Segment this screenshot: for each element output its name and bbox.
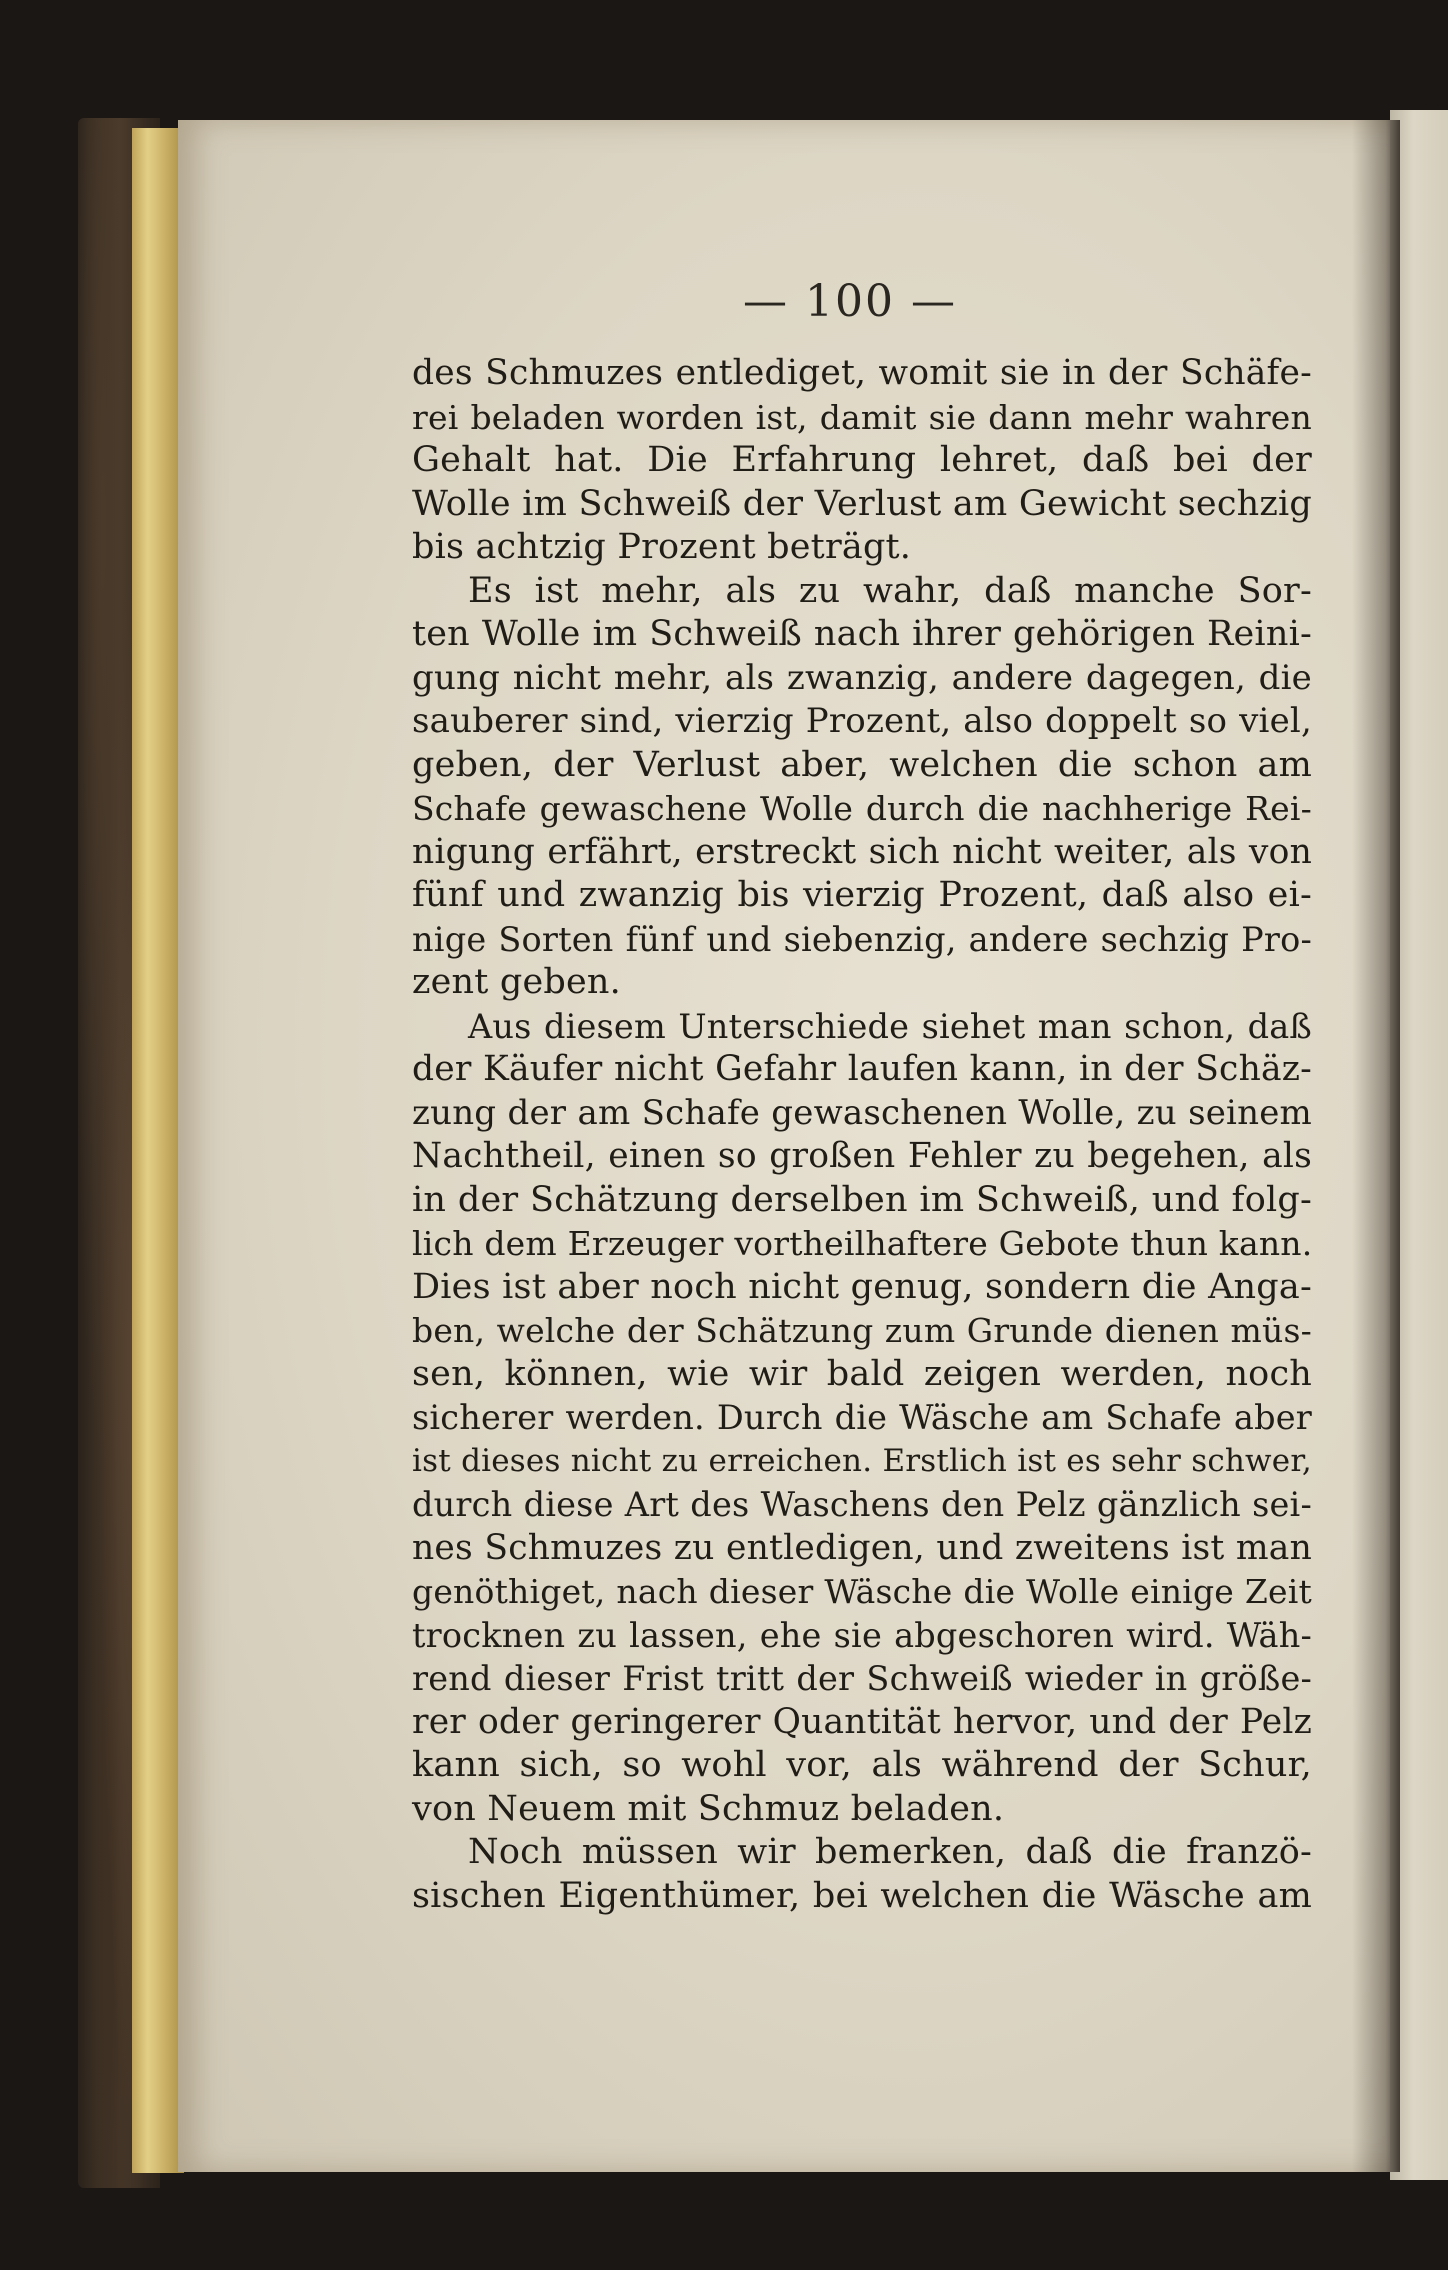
text-line: Schafe gewaschene Wolle durch die nachherige Rei- (412, 789, 1312, 828)
text-line: kann sich, so wohl vor, als während der Schur, (412, 1745, 1312, 1785)
text-line: nes Schmuzes zu entledigen, und zweitens ist man (412, 1527, 1312, 1568)
text-line: ten Wolle im Schweiß nach ihrer gehörigen Reini- (412, 614, 1312, 654)
text-line: geben, der Verlust aber, welchen die schon am (412, 744, 1312, 785)
text-line: in der Schätzung derselben im Schweiß, und folg- (412, 1179, 1312, 1220)
text-line: sischen Eigenthümer, bei welchen die Wäsche am (412, 1875, 1312, 1916)
text-line: ben, welche der Schätzung zum Grunde dienen müs- (412, 1311, 1312, 1350)
text-line: des Schmuzes entlediget, womit sie in der Schäfe- (412, 353, 1312, 393)
text-line: genöthiget, nach dieser Wäsche die Wolle einige Zeit (412, 1572, 1312, 1611)
text-line: durch diese Art des Waschens den Pelz gänzlich sei- (412, 1485, 1312, 1524)
text-line: bis achtzig Prozent beträgt. (412, 527, 912, 567)
gilded-page-edge (132, 128, 184, 2173)
text-line: lich dem Erzeuger vortheilhaftere Gebote thun kann. (412, 1224, 1313, 1263)
page-number: — 100 — (743, 276, 957, 327)
text-line: zent geben. (412, 962, 621, 1002)
text-line: Noch müssen wir bemerken, daß die franzö- (468, 1832, 1312, 1872)
text-line: trocknen zu lassen, ehe sie abgeschoren wird. Wäh- (412, 1615, 1312, 1655)
text-line: rend dieser Frist tritt der Schweiß wieder in größe- (412, 1659, 1312, 1698)
text-line: rei beladen worden ist, damit sie dann mehr wahren (412, 397, 1312, 437)
text-line: sen, können, wie wir bald zeigen werden, noch (412, 1353, 1312, 1394)
text-line: nigung erfährt, erstreckt sich nicht weiter, als von (412, 831, 1312, 872)
text-line: von Neuem mit Schmuz beladen. (412, 1788, 1005, 1829)
text-line: zung der am Schafe gewaschenen Wolle, zu seinem (412, 1092, 1312, 1133)
text-line: sauberer sind, vierzig Prozent, also doppelt so viel, (412, 701, 1312, 741)
text-line: ist dieses nicht zu erreichen. Erstlich ist es sehr schwer, (412, 1442, 1312, 1479)
text-line: der Käufer nicht Gefahr laufen kann, in der Schäz- (412, 1049, 1312, 1089)
text-line: Wolle im Schweiß der Verlust am Gewicht sechzig (412, 483, 1312, 524)
text-line: Aus diesem Unterschiede siehet man schon, daß (468, 1006, 1312, 1046)
text-line: Dies ist aber noch nicht genug, sondern die Anga- (412, 1266, 1312, 1307)
text-line: rer oder geringerer Quantität hervor, und der Pelz (412, 1701, 1312, 1742)
text-line: Nachtheil, einen so großen Fehler zu begehen, als (412, 1136, 1312, 1176)
text-line: fünf und zwanzig bis vierzig Prozent, daß also ei- (412, 875, 1312, 915)
text-line: gung nicht mehr, als zwanzig, andere dagegen, die (412, 657, 1312, 698)
page-body-text (412, 352, 1312, 1918)
text-line: Es ist mehr, als zu wahr, daß manche Sor- (468, 570, 1312, 611)
text-line: sicherer werden. Durch die Wäsche am Schafe aber (412, 1398, 1312, 1437)
text-line: Gehalt hat. Die Erfahrung lehret, daß bei der (412, 440, 1312, 480)
text-line: nige Sorten fünf und siebenzig, andere sechzig Pro- (412, 919, 1312, 959)
page-gutter-shadow (1352, 120, 1400, 2172)
